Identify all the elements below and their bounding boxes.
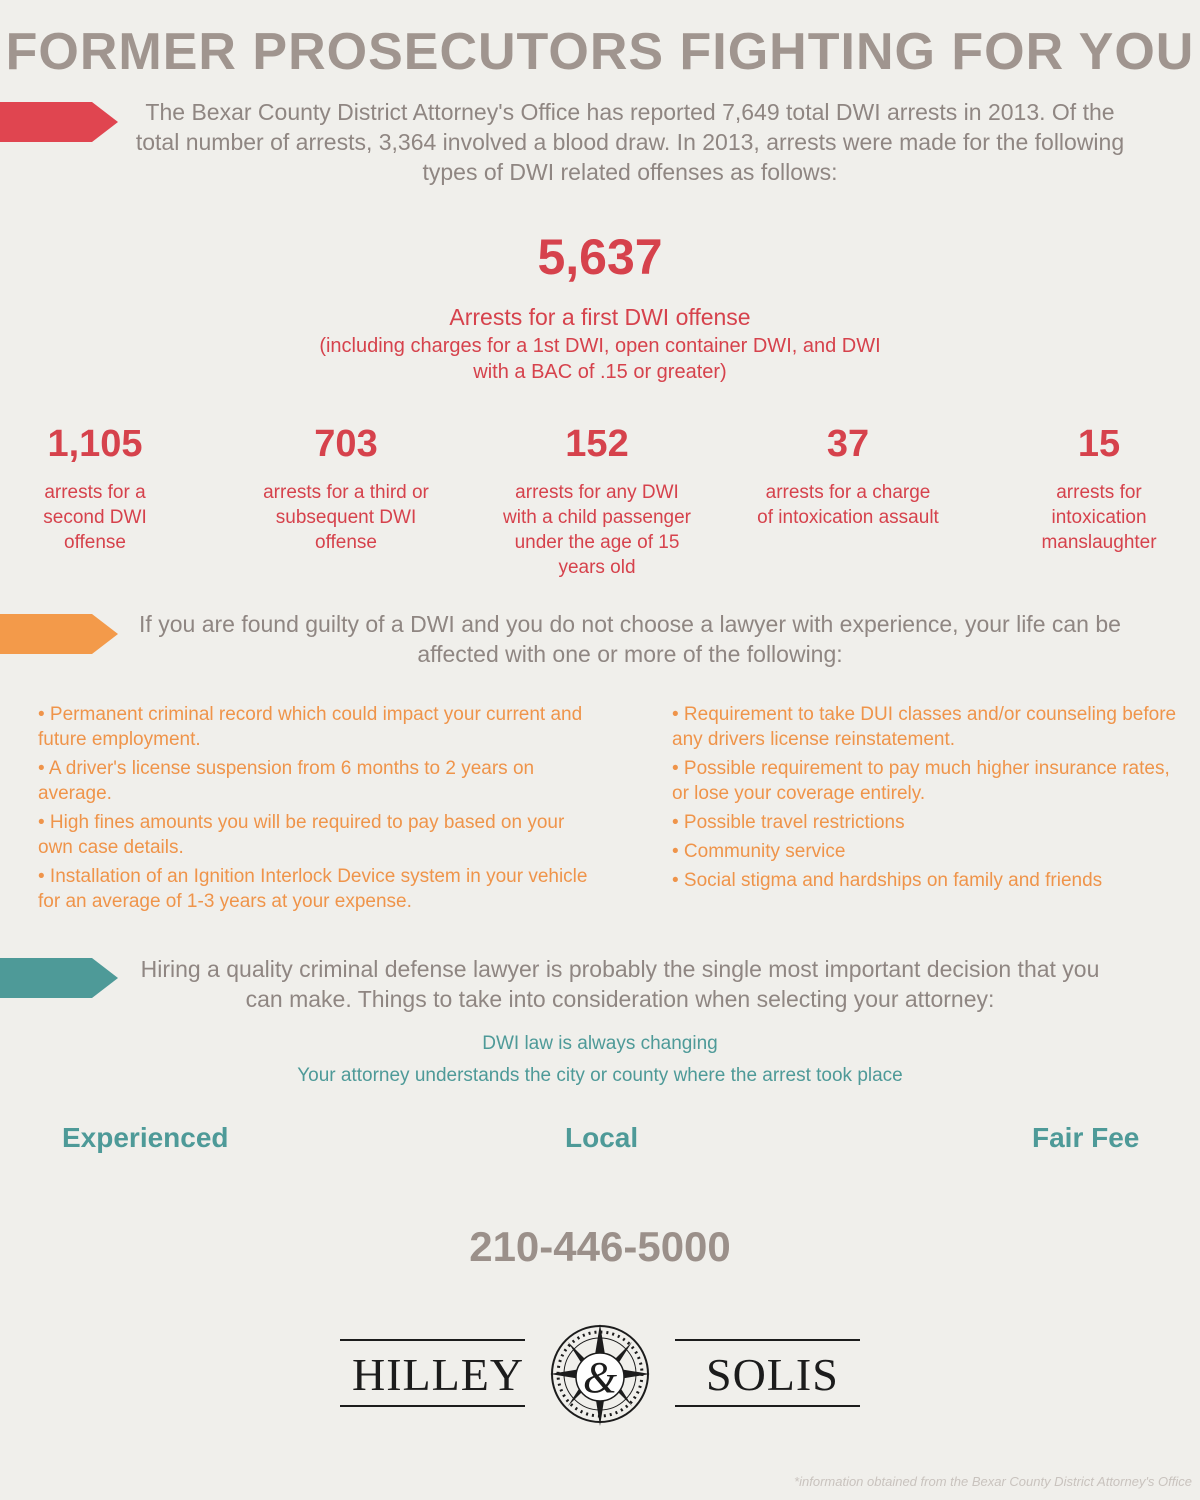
consequences-list-right: [672, 702, 1182, 897]
list-item: • Social stigma and hardships on family and friends: [672, 870, 1103, 891]
list-item: • Possible requirement to pay much higher insurance rates, or lose your coverage entirely.: [672, 758, 1170, 804]
list-item: • Possible travel restrictions: [672, 812, 905, 833]
stat-value: 703: [314, 423, 378, 465]
logo-word-hilley: HILLEY: [352, 1349, 525, 1400]
list-item: • Installation of an Ignition Interlock Device system in your vehicle for an average of 1-3 years at your expense.: [38, 866, 588, 912]
red-arrow-icon: [0, 102, 118, 142]
list-item: • Community service: [672, 841, 846, 862]
stat-intoxication-assault: [748, 420, 948, 530]
hiring-intro: Hiring a quality criminal defense lawyer is probably the single most important decision that you can make. Things to take into consideration when selecting your attorney:: [140, 956, 1100, 1012]
logo-ampersand: &: [582, 1353, 618, 1402]
stat-desc: arrests for intoxication manslaughter: [1041, 482, 1157, 553]
stat-value: 15: [1077, 423, 1121, 465]
stat-desc: arrests for any DWI with a child passenger under the age of 15 years old: [503, 482, 691, 578]
stat-second-dwi: [0, 420, 195, 555]
headline-stat-label: Arrests for a first DWI offense: [449, 304, 751, 330]
consideration-item: DWI law is always changing: [482, 1033, 718, 1054]
consequences-list-left: [38, 702, 598, 918]
list-item: • A driver's license suspension from 6 months to 2 years on average.: [38, 758, 535, 804]
stat-value: 1,105: [47, 423, 143, 465]
list-item: • Requirement to take DUI classes and/or counseling before any drivers license reinstatement.: [672, 704, 1177, 750]
consequences-intro: If you are found guilty of a DWI and you do not choose a lawyer with experience, your life can be affected with one or more of the following:: [139, 611, 1121, 667]
stat-intoxication-manslaughter: [999, 420, 1199, 555]
stat-third-dwi: [246, 420, 446, 555]
phone-number[interactable]: 210-446-5000: [469, 1223, 731, 1270]
stat-desc: arrests for a second DWI offense: [43, 482, 147, 553]
logo-word-solis: SOLIS: [706, 1349, 839, 1400]
stat-desc: arrests for a charge of intoxication assault: [757, 482, 939, 528]
stat-value: 152: [565, 423, 629, 465]
page-title: FORMER PROSECUTORS FIGHTING FOR YOU: [5, 23, 1195, 81]
list-item: • Permanent criminal record which could impact your current and future employment.: [38, 704, 583, 750]
consideration-item: Your attorney understands the city or county where the arrest took place: [297, 1065, 903, 1086]
pillar-local: Local: [565, 1122, 639, 1153]
stat-child-passenger: [497, 420, 697, 580]
teal-arrow-icon: [0, 958, 118, 998]
headline-stat-sub: (including charges for a 1st DWI, open container DWI, and DWI with a BAC of .15 or greater): [319, 335, 881, 383]
source-footnote: *information obtained from the Bexar County District Attorney's Office: [794, 1474, 1192, 1489]
stat-value: 37: [826, 423, 870, 465]
stat-desc: arrests for a third or subsequent DWI offense: [263, 482, 429, 553]
pillar-fair-fee: Fair Fee: [1032, 1122, 1140, 1153]
headline-stat-value: 5,637: [537, 229, 663, 285]
list-item: • High fines amounts you will be required to pay based on your own case details.: [38, 812, 565, 858]
orange-arrow-icon: [0, 614, 118, 654]
pillar-experienced: Experienced: [62, 1122, 229, 1153]
intro-text: The Bexar County District Attorney's Office has reported 7,649 total DWI arrests in 2013. Of the total number of arrests, 3,364 involved a blood draw. In 2013, arrests were made for the following types of DWI related offenses as follows:: [135, 99, 1125, 185]
